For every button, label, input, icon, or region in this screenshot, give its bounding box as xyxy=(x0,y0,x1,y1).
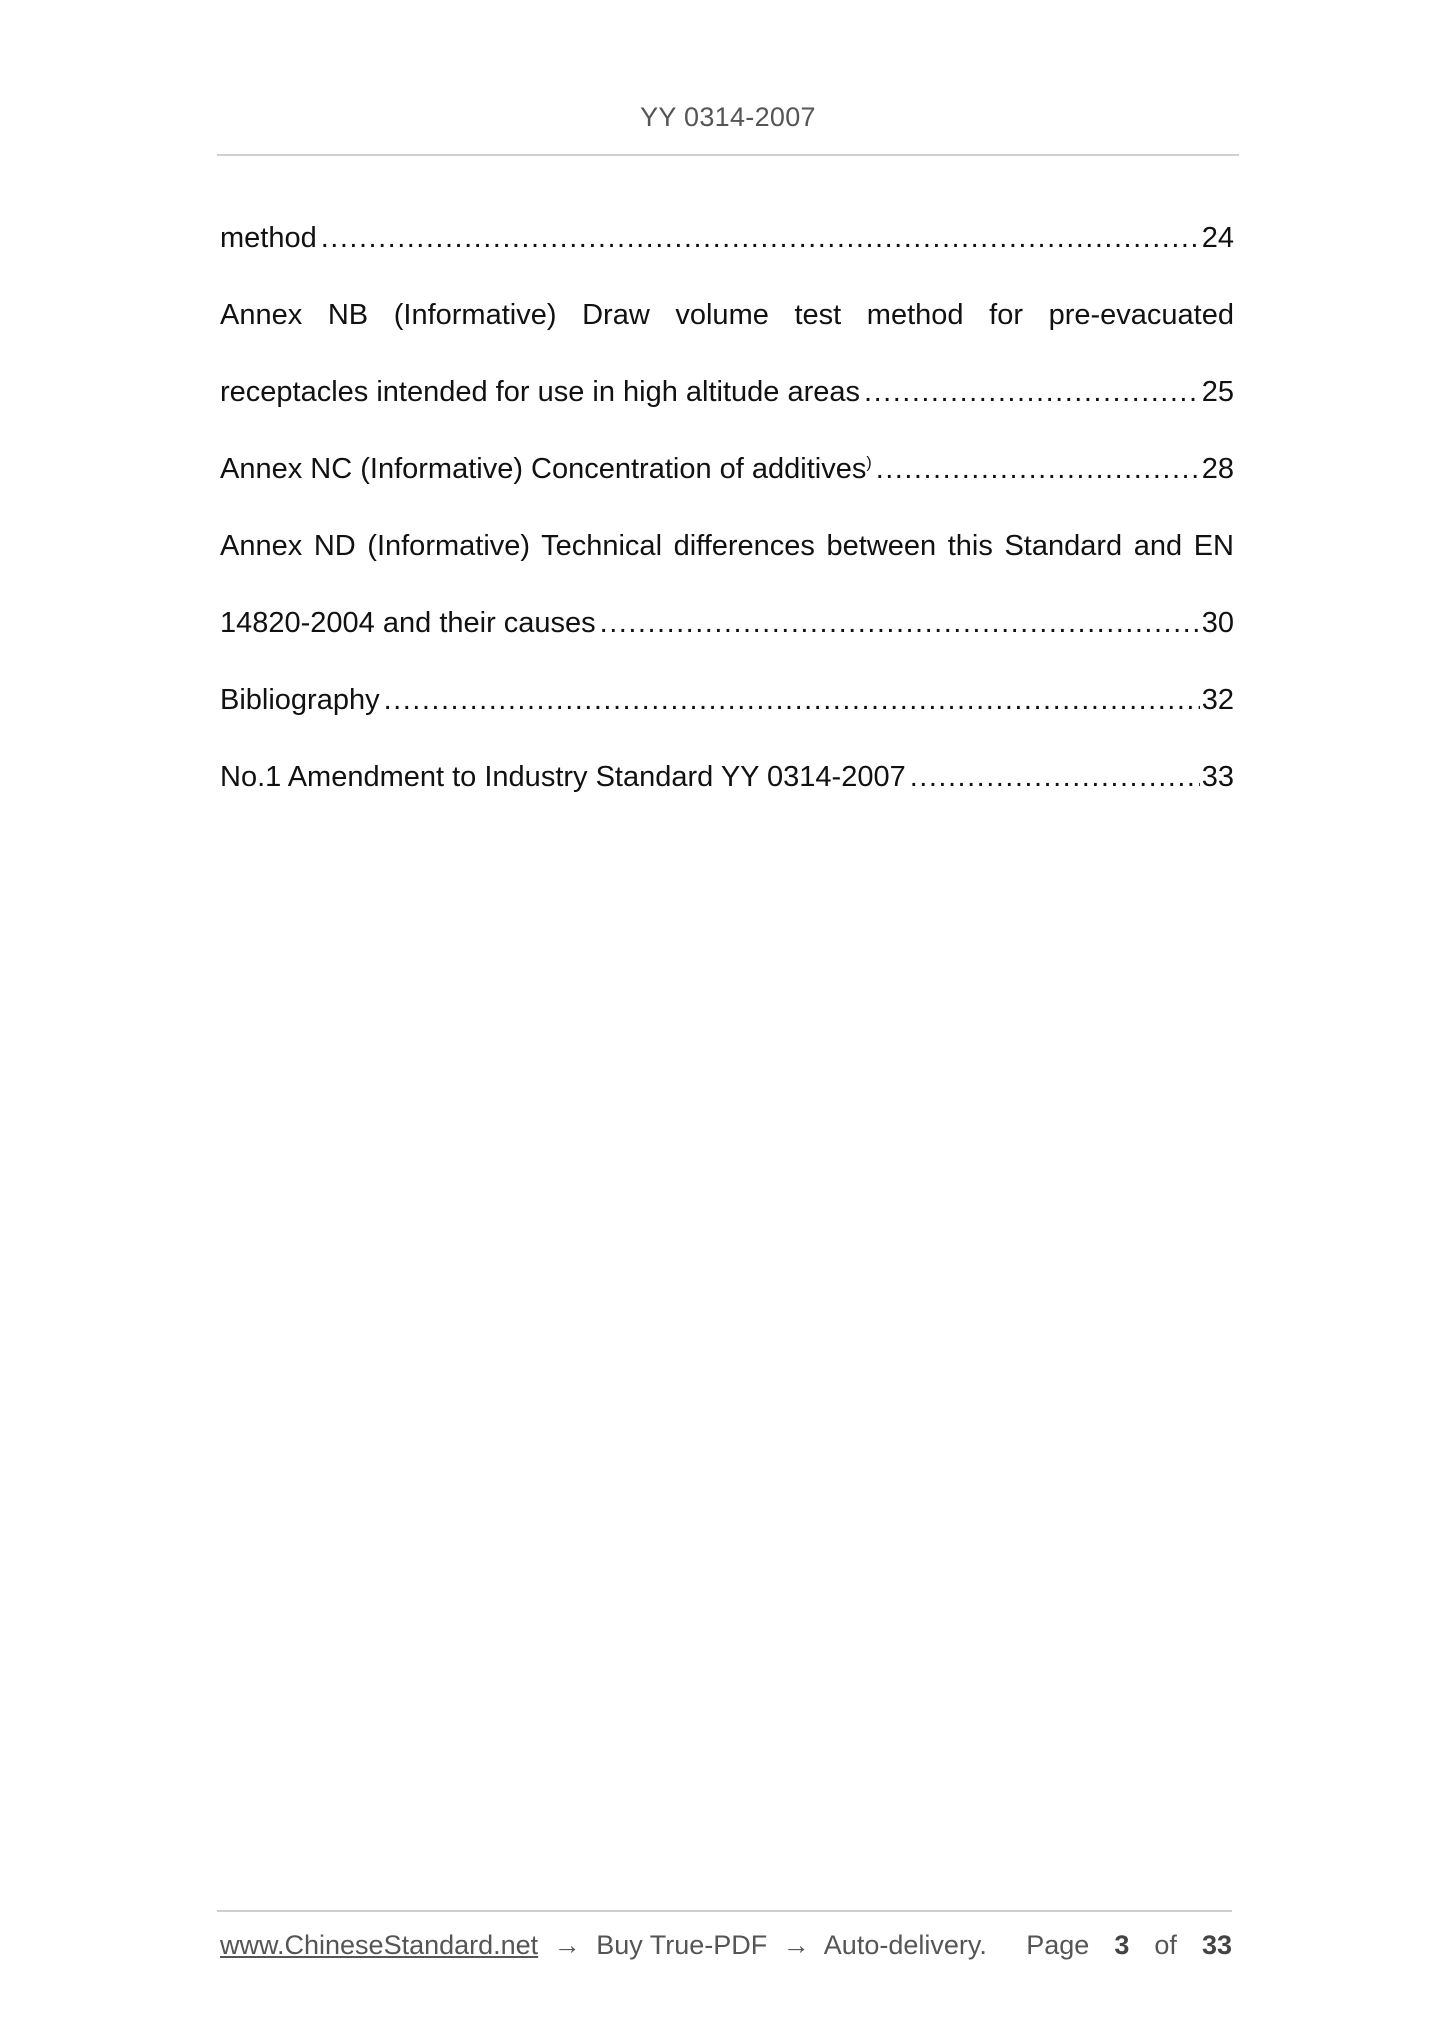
toc-entry[interactable] xyxy=(220,431,1234,508)
toc-entry-page: 24 xyxy=(1201,222,1234,254)
total-page-count: 33 xyxy=(1201,1930,1232,1960)
toc-entry[interactable] xyxy=(220,739,1234,816)
toc-entry-title: No.1 Amendment to Industry Standard YY 0314-2007 xyxy=(220,761,906,793)
toc-leader-dots xyxy=(876,431,1200,508)
toc-entry-page: 25 xyxy=(1201,376,1234,408)
arrow-right-icon: → xyxy=(553,1930,581,1960)
footer-promo xyxy=(220,1930,987,1961)
buy-true-pdf-text: Buy True-PDF xyxy=(596,1930,768,1960)
current-page-number: 3 xyxy=(1114,1930,1130,1960)
website-link[interactable]: www.ChineseStandard.net xyxy=(220,1930,539,1960)
table-of-contents xyxy=(220,200,1234,816)
toc-entry-title-text: Annex NC (Informative) Concentration of additives xyxy=(220,453,867,485)
toc-entry-title: Annex NB (Informative) Draw volume test method for pre-evacuated xyxy=(220,299,1234,331)
arrow-right-icon: → xyxy=(782,1930,810,1960)
page-number-indicator xyxy=(1026,1930,1232,1961)
toc-leader-dots xyxy=(864,354,1200,431)
toc-entry[interactable] xyxy=(220,277,1234,354)
toc-leader-dots xyxy=(384,662,1200,739)
toc-entry[interactable] xyxy=(220,662,1234,739)
toc-entry-title: Bibliography xyxy=(220,684,380,716)
toc-entry-page: 32 xyxy=(1201,684,1234,716)
auto-delivery-text: Auto-delivery. xyxy=(823,1930,987,1960)
page-word: Page xyxy=(1026,1930,1090,1960)
toc-entry-title: Annex ND (Informative) Technical differences between this Standard and EN xyxy=(220,530,1234,562)
toc-entry-page: 28 xyxy=(1201,453,1234,485)
of-word: of xyxy=(1154,1930,1177,1960)
page-header-title: YY 0314-2007 xyxy=(640,102,816,132)
toc-leader-dots xyxy=(321,200,1200,277)
toc-entry[interactable] xyxy=(220,508,1234,585)
toc-entry-title: receptacles intended for use in high altitude areas xyxy=(220,376,861,408)
page-footer xyxy=(220,1930,1232,1961)
toc-entry[interactable] xyxy=(220,585,1234,662)
toc-entry-page: 33 xyxy=(1201,761,1234,793)
footnote-marker: ) xyxy=(866,454,872,472)
toc-entry-title xyxy=(220,431,872,508)
toc-entry-page: 30 xyxy=(1201,607,1234,639)
header-divider xyxy=(217,154,1239,156)
toc-leader-dots xyxy=(910,739,1200,816)
toc-entry[interactable] xyxy=(220,200,1234,277)
toc-entry[interactable] xyxy=(220,354,1234,431)
footer-divider xyxy=(217,1910,1232,1912)
toc-leader-dots xyxy=(600,585,1200,662)
toc-entry-title: 14820-2004 and their causes xyxy=(220,607,596,639)
toc-entry-title: method xyxy=(220,222,317,254)
